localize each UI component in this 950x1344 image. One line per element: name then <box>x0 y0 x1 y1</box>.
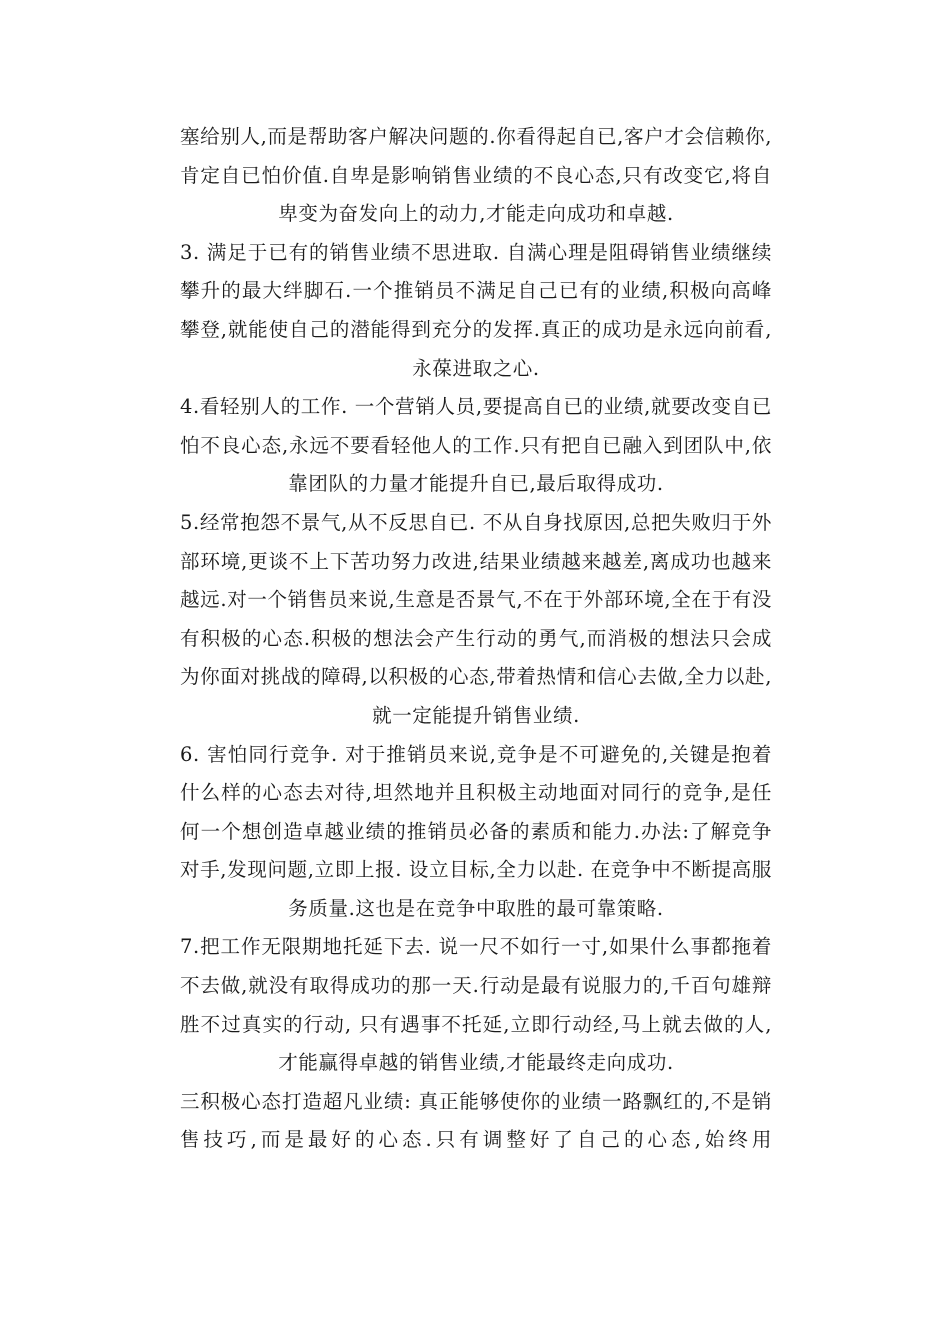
document-page <box>180 118 772 1160</box>
paragraph-self-esteem-conclusion: 塞给别人,而是帮助客户解决问题的.你看得起自已,客户才会信赖你,肯定自已怕价值.自卑是影响销售业绩的不良心态,只有改变它,将自卑变为奋发向上的动力,才能走向成功和卓越. <box>180 125 772 226</box>
paragraph-point-5-complaining: 5.经常抱怨不景气,从不反思自已. 不从自身找原因,总把失败归于外部环境,更谈不上下苦功努力改进,结果业绩越来越差,离成功也越来越远.对一个销售员来说,生意是否景气,不在于外部环境,全在于有没有积极的心态.积极的想法会产生行动的勇气,而消极的想法只会成为你面对挑战的障碍,以积极的心态,带着热情和信心去做,全力以赴,就一定能提升销售业绩. <box>180 510 772 727</box>
paragraph-point-4-belittling-others: 4.看轻别人的工作. 一个营销人员,要提高自已的业绩,就要改变自已怕不良心态,永远不要看轻他人的工作.只有把自已融入到团队中,依靠团队的力量才能提升自已,最后取得成功. <box>180 395 772 496</box>
paragraph-point-7-procrastination: 7.把工作无限期地托延下去. 说一尺不如行一寸,如果什么事都拖着不去做,就没有取得成功的那一天.行动是最有说服力的,千百句雄辩胜不过真实的行动, 只有遇事不托延,立即行动经,马上就去做的人,才能赢得卓越的销售业绩,才能最终走向成功. <box>180 935 772 1075</box>
paragraph-point-6-competition: 6. 害怕同行竞争. 对于推销员来说,竞争是不可避免的,关键是抱着什么样的心态去对待,坦然地并且积极主动地面对同行的竞争,是任何一个想创造卓越业绩的推销员必备的素质和能力.办法:了解竞争对手,发现问题,立即上报. 设立目标,全力以赴. 在竞争中不断提高服务质量.这也是在竞争中取胜的最可靠策略. <box>180 742 772 920</box>
paragraph-section-3-positive-mindset: 三积极心态打造超凡业绩: 真正能够使你的业绩一路飘红的,不是销售技巧,而是最好的心态.只有调整好了自己的心态,始终用 <box>180 1089 772 1152</box>
paragraph-point-3-complacency: 3. 满足于已有的销售业绩不思进取. 自满心理是阻碍销售业绩继续攀升的最大绊脚石.一个推销员不满足自己已有的业绩,积极向高峰攀登,就能使自己的潜能得到充分的发挥.真正的成功是永远向前看,永葆进取之心. <box>180 240 772 380</box>
